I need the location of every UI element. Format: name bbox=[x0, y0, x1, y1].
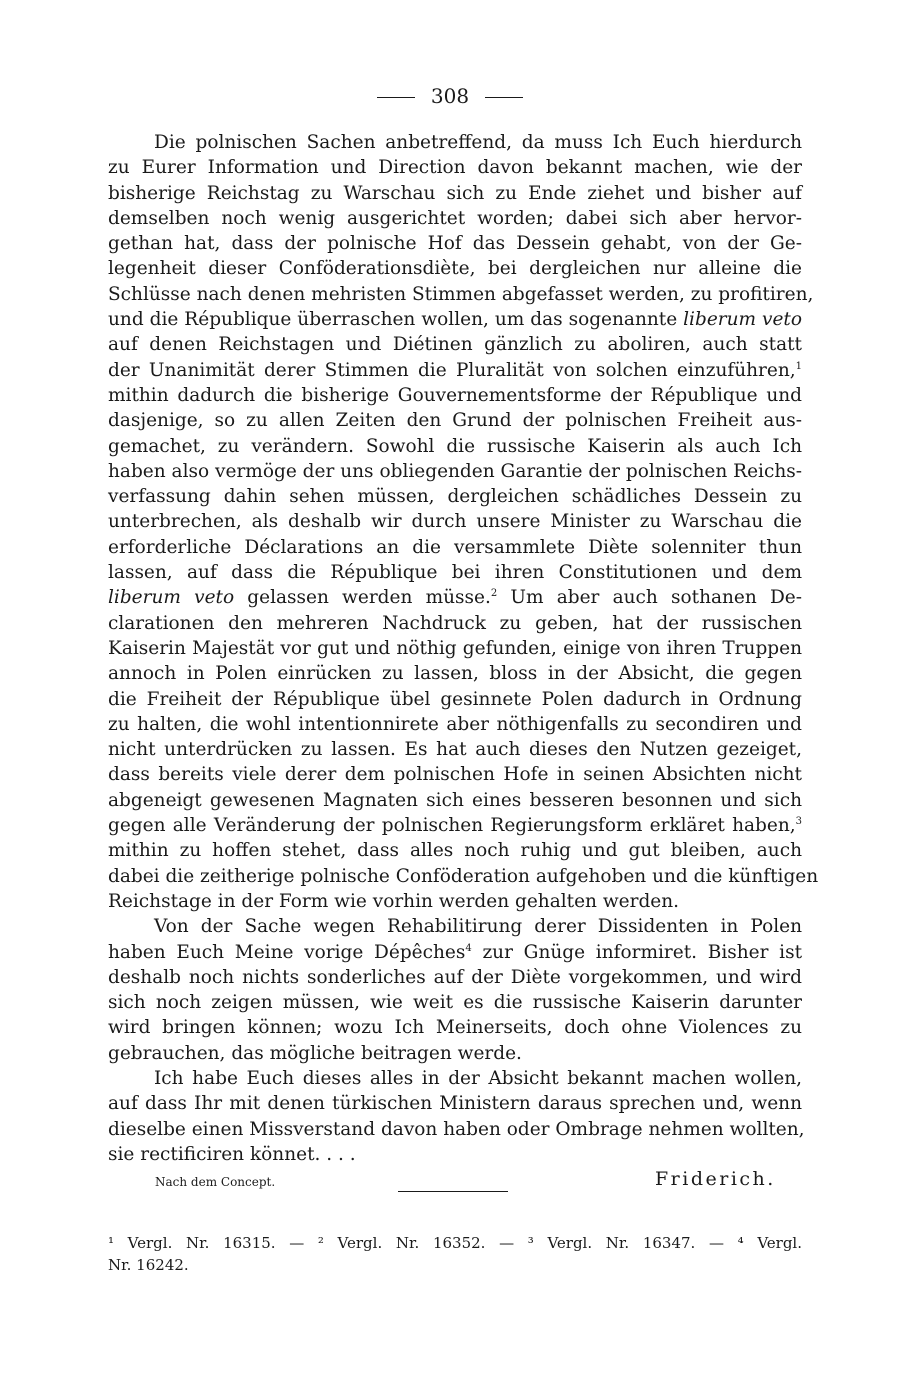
line-text: dass bereits viele derer dem polnischen Hofe in seinen Absichten nicht bbox=[108, 764, 802, 786]
line-text: Schlüsse nach denen mehristen Stimmen abgefasset werden, zu profitiren, bbox=[108, 283, 814, 305]
line-text: zu halten, die wohl intentionnirete aber nöthigenfalls zu secondiren und bbox=[108, 713, 802, 735]
text-line bbox=[108, 535, 802, 560]
text-line bbox=[108, 940, 802, 965]
line-text: sie rectificiren könnet. . . . bbox=[108, 1143, 356, 1165]
line-text: Kaiserin Majestät vor gut und nöthig gefunden, einige von ihren Truppen bbox=[108, 637, 802, 659]
text-line bbox=[108, 712, 802, 737]
line-text: legenheit dieser Conföderationsdiète, bei dergleichen nur alleine die bbox=[108, 258, 802, 280]
text-line bbox=[108, 459, 802, 484]
line-text: dieselbe einen Missverstand davon haben oder Ombrage nehmen wollten, bbox=[108, 1118, 805, 1140]
footnote-marker: 3 bbox=[795, 816, 802, 828]
line-text: bisherige Reichstag zu Warschau sich zu Ende ziehet und bisher auf bbox=[108, 182, 802, 204]
text-line bbox=[108, 762, 802, 787]
line-text: clarationen den mehreren Nachdruck zu geben, hat der russischen bbox=[108, 612, 802, 634]
line-text: gemachet, zu verändern. Sowohl die russische Kaiserin als auch Ich bbox=[108, 435, 802, 457]
text-line bbox=[108, 788, 802, 813]
text-line bbox=[108, 155, 802, 180]
text-line bbox=[108, 130, 802, 155]
line-text: unterbrechen, als deshalb wir durch unsere Minister zu Warschau die bbox=[108, 511, 802, 533]
text-line bbox=[108, 864, 819, 889]
text-line bbox=[108, 332, 802, 357]
header-dash-left bbox=[377, 97, 415, 98]
line-text: abgeneigt gewesenen Magnaten sich eines besseren besonnen und sich bbox=[108, 789, 802, 811]
footnote-marker: 2 bbox=[490, 588, 498, 600]
footnote-marker: 1 bbox=[795, 360, 802, 372]
line-text: deshalb noch nichts sonderliches auf der Diète vorgekommen, und wird bbox=[108, 966, 802, 988]
line-text: erforderliche Déclarations an die versammlete Diète solenniter thun bbox=[108, 536, 802, 558]
line-text: und die République überraschen wollen, um das sogenannte bbox=[108, 309, 684, 331]
line-text: Um aber auch sothanen De- bbox=[497, 587, 803, 609]
text-line bbox=[108, 231, 802, 256]
line-text: auf dass Ihr mit denen türkischen Ministern daraus sprechen und, wenn bbox=[108, 1093, 802, 1115]
text-line bbox=[108, 206, 802, 231]
text-line bbox=[108, 1066, 802, 1091]
line-text: Von der Sache wegen Rehabilitirung derer Dissidenten in Polen bbox=[154, 916, 802, 938]
text-line bbox=[108, 687, 802, 712]
italic-phrase: liberum veto bbox=[683, 309, 803, 331]
line-text: zur Gnüge informiret. Bisher ist bbox=[471, 941, 803, 963]
line-text: sich noch zeigen müssen, wie weit es die russische Kaiserin darunter bbox=[108, 992, 802, 1014]
text-line bbox=[108, 990, 802, 1015]
text-line bbox=[108, 484, 802, 509]
text-line bbox=[108, 838, 802, 863]
line-text: dabei die zeitherige polnische Conföderation aufgehoben und die künftigen bbox=[108, 865, 819, 887]
text-line bbox=[108, 813, 802, 838]
line-text: zu Eurer Information und Direction davon bekannt machen, wie der bbox=[108, 157, 802, 179]
text-line bbox=[108, 661, 802, 686]
text-line bbox=[108, 1142, 802, 1167]
line-text: nicht unterdrücken zu lassen. Es hat auch dieses den Nutzen gezeiget, bbox=[108, 739, 802, 761]
line-text: verfassung dahin sehen müssen, dergleichen schädliches Dessein zu bbox=[108, 486, 802, 508]
signature: Friderich. bbox=[655, 1168, 776, 1190]
text-line bbox=[108, 965, 802, 990]
text-line bbox=[108, 408, 802, 433]
line-text: demselben noch wenig ausgerichtet worden; dabei sich aber hervor- bbox=[108, 207, 802, 229]
line-text: gebrauchen, das mögliche beitragen werde. bbox=[108, 1042, 522, 1064]
footnote-marker: 4 bbox=[465, 942, 472, 954]
line-text: die Freiheit der République übel gesinnete Polen dadurch in Ordnung bbox=[108, 688, 802, 710]
text-line bbox=[108, 1041, 802, 1066]
text-line bbox=[108, 560, 802, 585]
letter-body bbox=[108, 130, 819, 1167]
text-line bbox=[108, 307, 802, 332]
line-text: Reichstage in der Form wie vorhin werden gehalten werden. bbox=[108, 890, 680, 912]
text-line bbox=[108, 1091, 802, 1116]
line-text: auf denen Reichstagen und Diétinen gänzlich zu aboliren, auch statt bbox=[108, 334, 802, 356]
header-dash-right bbox=[485, 97, 523, 98]
footnote-line: Nr. 16242. bbox=[108, 1256, 189, 1274]
text-line bbox=[108, 383, 802, 408]
line-text: Ich habe Euch dieses alles in der Absicht bekannt machen wollen, bbox=[154, 1067, 802, 1089]
text-line bbox=[108, 737, 802, 762]
text-line bbox=[108, 509, 802, 534]
text-line bbox=[108, 1117, 805, 1142]
line-text: Die polnischen Sachen anbetreffend, da muss Ich Euch hierdurch bbox=[154, 132, 802, 153]
text-line bbox=[108, 1015, 802, 1040]
text-line bbox=[108, 611, 802, 636]
text-line bbox=[108, 889, 802, 914]
page-number: 308 bbox=[430, 84, 470, 108]
line-text: mithin dadurch die bisherige Gouvernementsforme der République und bbox=[108, 384, 802, 406]
text-line bbox=[108, 282, 814, 307]
line-text: der Unanimität derer Stimmen die Pluralität von solchen einzuführen, bbox=[108, 359, 796, 381]
footnote-line: ¹ Vergl. Nr. 16315. — ² Vergl. Nr. 16352. — ³ Vergl. Nr. 16347. — ⁴ Vergl. bbox=[108, 1234, 802, 1252]
line-text: haben also vermöge der uns obliegenden Garantie der polnischen Reichs- bbox=[108, 460, 802, 482]
line-text: gegen alle Veränderung der polnischen Regierungsform erkläret haben, bbox=[108, 815, 796, 837]
closing-rule bbox=[398, 1191, 508, 1192]
text-line bbox=[108, 636, 802, 661]
text-line bbox=[108, 256, 802, 281]
line-text: gelassen werden müsse. bbox=[234, 587, 491, 609]
text-line bbox=[108, 914, 802, 939]
source-note: Nach dem Concept. bbox=[155, 1175, 276, 1189]
text-line bbox=[108, 181, 802, 206]
italic-phrase: liberum veto bbox=[108, 587, 235, 609]
line-text: dasjenige, so zu allen Zeiten den Grund der polnischen Freiheit aus- bbox=[108, 410, 802, 432]
line-text: lassen, auf dass die République bei ihren Constitutionen und dem bbox=[108, 562, 802, 584]
text-line bbox=[108, 434, 802, 459]
footnotes bbox=[108, 1232, 802, 1276]
line-text: haben Euch Meine vorige Dépêches bbox=[108, 941, 466, 963]
line-text: wird bringen können; wozu Ich Meinerseits, doch ohne Violences zu bbox=[108, 1017, 802, 1039]
page-header bbox=[0, 84, 900, 108]
text-line bbox=[108, 585, 802, 610]
line-text: gethan hat, dass der polnische Hof das Dessein gehabt, von der Ge- bbox=[108, 233, 802, 255]
line-text: mithin zu hoffen stehet, dass alles noch ruhig und gut bleiben, auch bbox=[108, 840, 802, 862]
text-line bbox=[108, 358, 802, 383]
line-text: annoch in Polen einrücken zu lassen, bloss in der Absicht, die gegen bbox=[108, 663, 802, 685]
